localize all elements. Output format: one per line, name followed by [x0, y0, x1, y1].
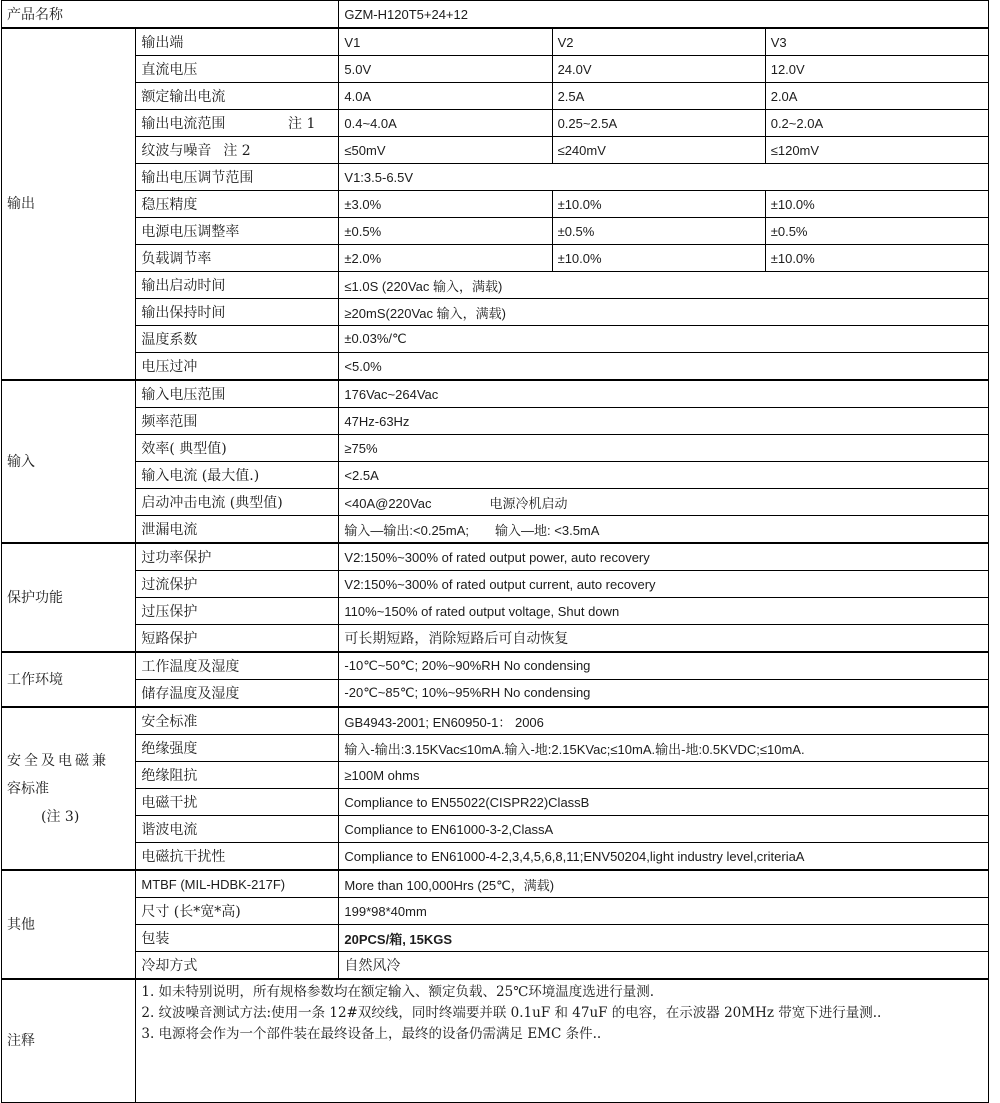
row-value: -10℃~50℃; 20%~90%RH No condensing [339, 652, 989, 680]
row-label: 频率范围 [136, 408, 339, 435]
row-label: 额定输出电流 [136, 83, 339, 110]
table-row [2, 28, 989, 56]
group-environment: 工作环境 [2, 652, 136, 707]
value-text: <40A@220Vac [344, 495, 432, 511]
row-value: ≥20mS(220Vac 输入，满载) [339, 299, 989, 326]
cell-v1: V1 [339, 28, 552, 56]
row-label: 电磁干扰 [136, 789, 339, 816]
row-label: 输入电压范围 [136, 380, 339, 408]
table-row [2, 435, 989, 462]
table-row [2, 489, 989, 516]
group-output: 输出 [2, 28, 136, 380]
table-row [2, 735, 989, 762]
table-row [2, 299, 989, 326]
table-row [2, 516, 989, 544]
row-value: V2:150%~300% of rated output power, auto recovery [339, 543, 989, 571]
row-label: 效率( 典型值) [136, 435, 339, 462]
row-value: 176Vac~264Vac [339, 380, 989, 408]
table-row [2, 218, 989, 245]
table-row [2, 843, 989, 871]
group-input: 输入 [2, 380, 136, 543]
row-value: Compliance to EN61000-3-2,ClassA [339, 816, 989, 843]
table-row [2, 762, 989, 789]
table-row [2, 898, 989, 925]
table-row [2, 353, 989, 381]
row-label: 输出电压调节范围 [136, 164, 339, 191]
table-row [2, 571, 989, 598]
group-safety-note: (注 3) [41, 808, 80, 825]
cell-v1: 4.0A [339, 83, 552, 110]
row-label: 电压过冲 [136, 353, 339, 381]
row-label: 输出启动时间 [136, 272, 339, 299]
group-safety-line1: 安全及电磁兼 [7, 752, 109, 769]
row-label: 电磁抗干扰性 [136, 843, 339, 871]
table-row [2, 625, 989, 653]
table-row [2, 83, 989, 110]
table-row [2, 680, 989, 708]
row-label: 冷却方式 [136, 952, 339, 980]
row-label: 过功率保护 [136, 543, 339, 571]
cell-v1: 5.0V [339, 56, 552, 83]
group-protection: 保护功能 [2, 543, 136, 652]
table-row [2, 326, 989, 353]
table-row [2, 191, 989, 218]
cell-v2: V2 [552, 28, 765, 56]
row-value: Compliance to EN55022(CISPR22)ClassB [339, 789, 989, 816]
notes-row [2, 979, 989, 1103]
row-label: 电源电压调整率 [136, 218, 339, 245]
table-row [2, 380, 989, 408]
row-label: 过流保护 [136, 571, 339, 598]
cell-v1: ±2.0% [339, 245, 552, 272]
row-label: 负载调节率 [136, 245, 339, 272]
table-row [2, 652, 989, 680]
row-value: V1:3.5-6.5V [339, 164, 989, 191]
row-label: 谐波电流 [136, 816, 339, 843]
row-label: 直流电压 [136, 56, 339, 83]
table-row [2, 707, 989, 735]
value-extra: 电源冷机启动 [489, 496, 568, 512]
table-row [2, 408, 989, 435]
group-safety-line2: 容标准 [7, 780, 49, 797]
row-label [136, 110, 339, 137]
note-item: 1. 如未特别说明，所有规格参数均在额定输入、额定负载、25℃环境温度选进行量测. [141, 984, 655, 1000]
row-label-text: 输出电流范围 [141, 116, 226, 132]
row-value: 199*98*40mm [339, 898, 989, 925]
row-label-text: 纹波与噪音 [141, 143, 212, 159]
table-row [2, 110, 989, 137]
row-label: 安全标准 [136, 707, 339, 735]
row-value: <2.5A [339, 462, 989, 489]
table-row [2, 462, 989, 489]
note-item: 3. 电源将会作为一个部件装在最终设备上，最终的设备仍需满足 EMC 条件.. [141, 1026, 602, 1042]
row-label: MTBF (MIL-HDBK-217F) [136, 870, 339, 898]
cell-v3: ±0.5% [765, 218, 988, 245]
row-value: ±0.03%/℃ [339, 326, 989, 353]
value-text: 输入—输出:<0.25mA; [344, 522, 470, 538]
row-label: 包装 [136, 925, 339, 952]
product-name-value: GZM-H120T5+24+12 [339, 1, 989, 29]
cell-v2: ≤240mV [552, 137, 765, 164]
row-value: 47Hz-63Hz [339, 408, 989, 435]
row-label: 温度系数 [136, 326, 339, 353]
table-row [2, 789, 989, 816]
row-label: 绝缘强度 [136, 735, 339, 762]
row-label: 工作温度及湿度 [136, 652, 339, 680]
cell-v3: 0.2~2.0A [765, 110, 988, 137]
cell-v2: 0.25~2.5A [552, 110, 765, 137]
cell-v1: ±0.5% [339, 218, 552, 245]
table-row [2, 543, 989, 571]
cell-v3: ±10.0% [765, 245, 988, 272]
row-value: GB4943-2001; EN60950-1： 2006 [339, 707, 989, 735]
product-name-row [2, 1, 989, 29]
row-value [339, 489, 989, 516]
table-row [2, 272, 989, 299]
value-extra: 输入—地: <3.5mA [495, 522, 600, 538]
cell-v2: 24.0V [552, 56, 765, 83]
group-other: 其他 [2, 870, 136, 979]
row-label: 尺寸 (长*宽*高) [136, 898, 339, 925]
cell-v1: ≤50mV [339, 137, 552, 164]
row-value: V2:150%~300% of rated output current, auto recovery [339, 571, 989, 598]
row-value: <5.0% [339, 353, 989, 381]
row-value [339, 516, 989, 544]
row-label: 过压保护 [136, 598, 339, 625]
table-row [2, 925, 989, 952]
row-label: 稳压精度 [136, 191, 339, 218]
row-label: 启动冲击电流 (典型值) [136, 489, 339, 516]
row-label: 输入电流 (最大值.) [136, 462, 339, 489]
row-value: 110%~150% of rated output voltage, Shut down [339, 598, 989, 625]
group-notes: 注释 [2, 979, 136, 1103]
table-row [2, 245, 989, 272]
row-value: 可长期短路，消除短路后可自动恢复 [339, 625, 989, 653]
row-value: 输入-输出:3.15KVac≤10mA.输入-地:2.15KVac;≤10mA.输出-地:0.5KVDC;≤10mA. [339, 735, 989, 762]
cell-v3: ≤120mV [765, 137, 988, 164]
cell-v3: 2.0A [765, 83, 988, 110]
table-row [2, 164, 989, 191]
row-label: 输出保持时间 [136, 299, 339, 326]
cell-v2: 2.5A [552, 83, 765, 110]
table-row [2, 952, 989, 980]
row-value: ≥75% [339, 435, 989, 462]
spec-table [1, 0, 989, 1103]
cell-v1: ±3.0% [339, 191, 552, 218]
group-safety [2, 707, 136, 870]
note-ref: 注 1 [288, 116, 316, 132]
row-label: 短路保护 [136, 625, 339, 653]
table-row [2, 816, 989, 843]
table-row [2, 870, 989, 898]
row-value: ≥100M ohms [339, 762, 989, 789]
cell-v2: ±10.0% [552, 191, 765, 218]
note-item: 2. 纹波噪音测试方法:使用一条 12#双绞线，同时终端要并联 0.1uF 和 47uF 的电容，在示波器 20MHz 带宽下进行量测.. [141, 1005, 882, 1021]
table-row [2, 56, 989, 83]
row-label: 泄漏电流 [136, 516, 339, 544]
row-label [136, 137, 339, 164]
cell-v3: V3 [765, 28, 988, 56]
row-label: 储存温度及湿度 [136, 680, 339, 708]
row-value: 20PCS/箱, 15KGS [339, 925, 989, 952]
note-ref: 注 2 [223, 143, 251, 159]
cell-v3: ±10.0% [765, 191, 988, 218]
table-row [2, 598, 989, 625]
product-name-label: 产品名称 [2, 1, 339, 29]
row-value: Compliance to EN61000-4-2,3,4,5,6,8,11;ENV50204,light industry level,criteriaA [339, 843, 989, 871]
cell-v1: 0.4~4.0A [339, 110, 552, 137]
row-value: 自然风冷 [339, 952, 989, 980]
cell-v2: ±0.5% [552, 218, 765, 245]
row-label: 输出端 [136, 28, 339, 56]
cell-v3: 12.0V [765, 56, 988, 83]
row-value: -20℃~85℃; 10%~95%RH No condensing [339, 680, 989, 708]
table-row [2, 137, 989, 164]
row-value: ≤1.0S (220Vac 输入，满载) [339, 272, 989, 299]
row-label: 绝缘阻抗 [136, 762, 339, 789]
notes-list [136, 979, 989, 1103]
cell-v2: ±10.0% [552, 245, 765, 272]
row-value: More than 100,000Hrs (25℃，满载) [339, 870, 989, 898]
